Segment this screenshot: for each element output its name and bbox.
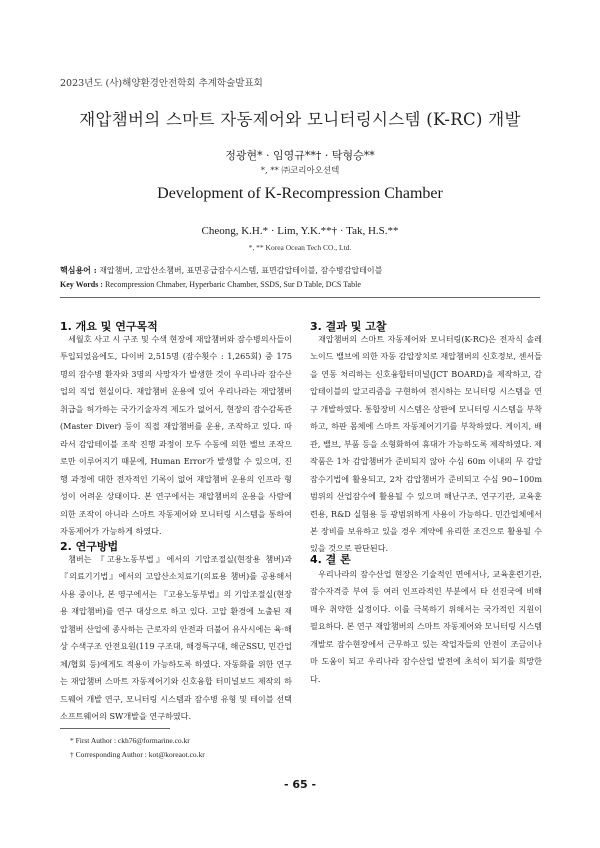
- section-body-overview: [60, 331, 292, 540]
- paper-title-korean: 재압챔버의 스마트 자동제어와 모니터링시스템 (K-RC) 개발: [79, 110, 521, 129]
- affiliation-english: *, ** Korea Ocean Tech CO., Ltd.: [248, 243, 352, 252]
- footnote-corresponding-author: † Corresponding Author : kot@koreaot.co.kr: [70, 750, 205, 759]
- authors-korean: 정광현* · 임영규**† · 탁형승**: [225, 149, 375, 162]
- paragraph: 재압챔버의 스마트 자동제어와 모니터링(K-RC)은 전자식 솔레노이드 밸브에 의한 자동 감압장치로 재압챔버의 신호정보, 센서들을 연동 처리하는 신호융합터미널(JCT BOARD)을 제작하고, 감압테이블의 알고리즘을 구현하여 전시하는 모니터링 시스템을 연구 개발하였다. 통합장비 시스템은 상판에 모니터링 시스템을 부착하고, 하판 몸체에 스마트 자동제어기기를 부착하였다. 게이지, 배관, 밸브, 부품 등을 소형화하여 휴대가 가능하도록 제작하였다. 제작품은 1차 감압챔버가 준비되지 않아 수심 60m 이내의 무 감압 잠수기법에 활용되고, 2차 감압챔버가 준비되고 수심 90~100m 범위의 산업잠수에 활용될 수 있으며 해난구조, 연구기관, 교육훈련용, R&D 실험용 등 광범위하게 사용이 가능하다. 민간업체에서 본 장비를 보유하고 있을 경우 계약에 유리한 조건으로 활용될 수 있을 것으로 판단된다.: [310, 334, 542, 554]
- paper-title-english: Development of K-Recompression Chamber: [157, 185, 443, 202]
- keywords-english-text: Recompression Chmaber, Hyperbaric Chamber, SSDS, Sur D Table, DCS Table: [104, 280, 361, 289]
- section-heading-conclusion: 4. 결 론: [310, 553, 351, 566]
- section-heading-results: 3. 결과 및 고찰: [310, 320, 387, 333]
- conference-header: 2023년도 (사)해양환경안전학회 추계학술발표회: [60, 78, 263, 89]
- keywords-korean-text: 재압챔버, 고압산소챔버, 표면공급잠수시스템, 표면감압테이블, 잠수병감압테이블: [99, 266, 383, 275]
- keywords-korean-label: 핵심용어 :: [60, 265, 97, 275]
- footnote-first-author: * First Author : ckh76@formarine.co.kr: [70, 736, 190, 745]
- paragraph: 우리나라의 잠수산업 현장은 기술적인 면에서나, 교육훈련기관, 잠수자격증 부여 등 여러 인프라적인 부분에서 타 선진국에 비해 매우 취약한 실정이다. 이를 극복하기 위해서는 국가적인 지원이 필요하다. 본 연구 재압챔버의 스마트 자동제어와 모니터링 시스템 개발로 잠수현장에서 근무하고 있는 작업자들의 안전이 조금이나마 도움이 되고 우리나라 잠수산업 발전에 초석이 되기를 희망한다.: [310, 569, 542, 684]
- affiliation-korean: *, ** ㈜코리아오션텍: [260, 166, 340, 176]
- paragraph: 세월호 사고 시 구조 및 수색 현장에 재압챔버와 잠수병의사들이 투입되었음에도, 다이버 2,515명 (잠수횟수 : 1,265회) 중 175명의 잠수병 환자와 3명의 사망자가 발생한 것이 우리나라 잠수산업의 직업 현실이다. 재압챔버 운용에 있어 우리나라는 재압챔버 취급을 허가하는 국가기술자격 제도가 없어서, 현장의 잠수감독관(Master Diver) 등이 직접 재압챔버를 운용, 조작하고 있다. 따라서 감압테이블 조작 진행 과정이 모두 수동에 의한 밸브 조작으로만 이루어지기 때문에, Human Error가 발생할 수 있으며, 진행 과정에 대한 전자적인 기록이 없어 재압챔버 운용의 인프라 형성이 어려운 상태이다. 본 연구에서는 재압챔버의 운용을 사람에 의한 조작이 아니라 스마트 자동제어와 모니터링 시스템을 통하여 자동제어가 가능하게 하였다.: [60, 334, 292, 536]
- section-body-results: [310, 331, 542, 558]
- header-divider: [60, 297, 540, 298]
- section-body-conclusion: [310, 566, 542, 688]
- section-heading-overview: 1. 개요 및 연구목적: [60, 320, 158, 333]
- footnote-divider: [60, 728, 170, 729]
- page-number: - 65 -: [283, 778, 317, 791]
- keywords-korean: [60, 265, 382, 276]
- keywords-english-label: Key Words :: [60, 280, 103, 289]
- keywords-english: [60, 280, 361, 289]
- authors-english: Cheong, K.H.* · Lim, Y.K.**† · Tak, H.S.**: [201, 225, 399, 237]
- paragraph: 챔버는 『고용노동부법』에서의 기압조절실(현장용 챔버)과 『의료기기법』에서의 고압산소치료기(의료용 챔버)를 공용해서 사용 중이나, 본 영구에서는 『고용노동부법』의 기압조절실(현장용 재압챔버)를 연구 대상으로 하고 있다. 고압 환경에 노출된 재압챔버 산업에 종사하는 근로자의 안전과 더불어 유사시에는 육·해상 수색구조 안전요원(119 구조대, 해경특구대, 해군SSU, 민간업체/협회 등)에게도 적용이 가능하도록 하였다. 자동화를 위한 연구는 재압챔버 스마트 자동제어기와 신호융합 터미널보드 제작의 하드웨어 개발 연구, 모니터링 시스템과 잠수병 유형 및 테이블 선택 소프트웨어의 SW개발을 연구하였다.: [60, 554, 292, 722]
- section-heading-methods: 2. 연구방법: [60, 540, 119, 553]
- section-body-methods: [60, 551, 292, 726]
